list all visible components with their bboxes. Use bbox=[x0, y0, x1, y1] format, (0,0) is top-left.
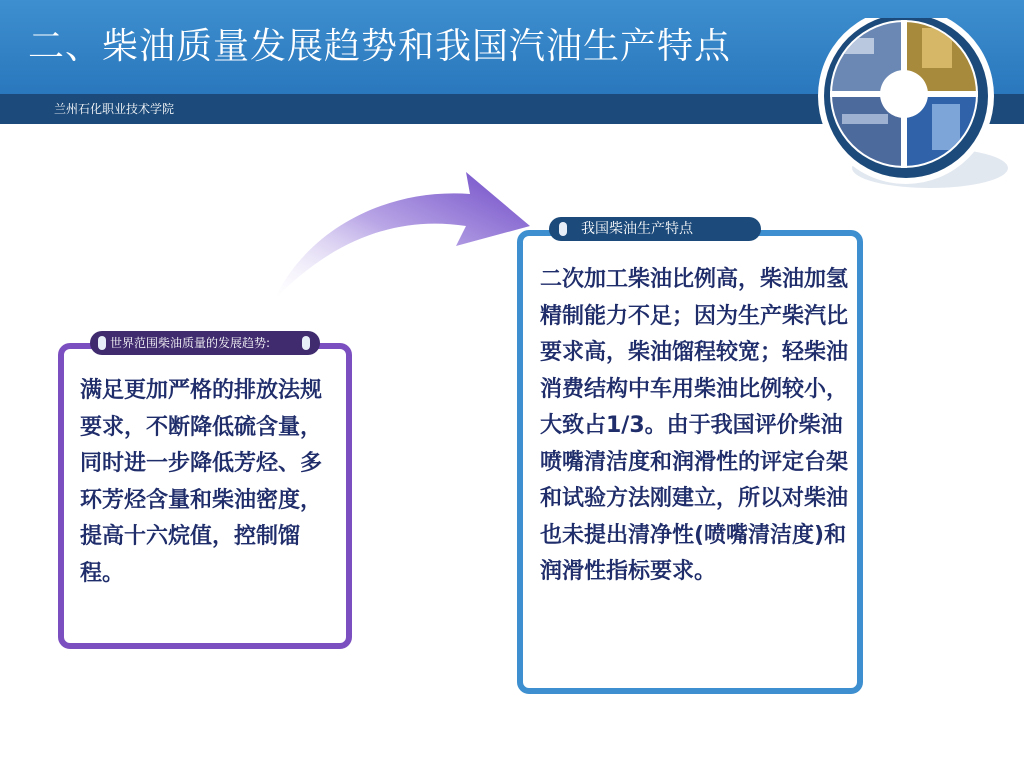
right-card-body: 二次加工柴油比例高，柴油加氢精制能力不足；因为生产柴汽比要求高，柴油馏程较宽；轻柴油消费结构中车用柴油比例较小，大致占1/3。由于我国评价柴油喷嘴清洁度和润滑性的评定台架和试验方法刚建立，所以对柴油也未提出清净性(喷嘴清洁度)和润滑性指标要求。 bbox=[540, 267, 849, 584]
tag-pill-right bbox=[302, 336, 310, 350]
left-card-tag bbox=[90, 331, 320, 355]
curved-arrow-icon bbox=[268, 168, 536, 304]
tag-pill-left bbox=[98, 336, 106, 350]
decorative-circle-logo-icon bbox=[812, 18, 1008, 194]
left-card-tag-label: 世界范围柴油质量的发展趋势: bbox=[110, 336, 271, 350]
right-card-tag-label: 我国柴油生产特点 bbox=[581, 221, 693, 237]
right-card-tag bbox=[549, 217, 761, 241]
page-title: 二、柴油质量发展趋势和我国汽油生产特点 bbox=[28, 26, 732, 67]
school-name: 兰州石化职业技术学院 bbox=[54, 102, 175, 116]
left-card-body: 满足更加严格的排放法规要求，不断降低硫含量，同时进一步降低芳烃、多环芳烃含量和柴油密度，提高十六烷值，控制馏程。 bbox=[80, 378, 323, 586]
tag-pill-left bbox=[559, 222, 567, 236]
